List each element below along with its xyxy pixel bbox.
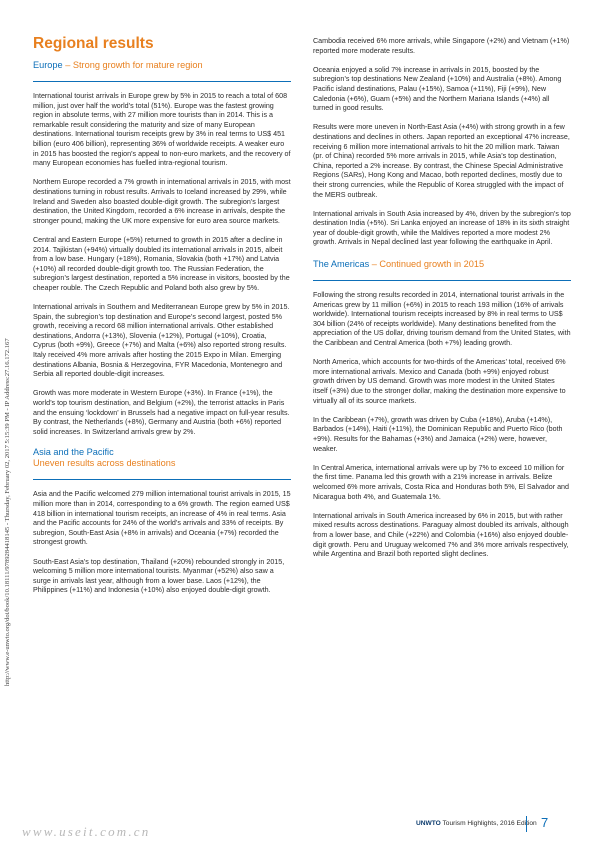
asia-rule: [33, 479, 291, 480]
asia-paragraph: Asia and the Pacific welcomed 279 million international tourist arrivals in 2015, 15 million more than in 2014, corresponding to a 6% growth. The region earned US$ 418 billion in international tourism receipts, an increase of 4% in real terms. Asia and the Pacific accounts for 24% of the world’s arrivals and 33% of receipts. By subregion, South-East Asia (+8% in arrivals) and Oceania (+7%) recorded the strongest growth.: [33, 490, 291, 547]
asia-region-label: Asia and the Pacific: [33, 447, 114, 458]
publication-title: [416, 820, 537, 827]
europe-paragraph: Central and Eastern Europe (+5%) returned to growth in 2015 after a decline in 2014. Tajikistan (+94%) virtually doubled its international arrivals in 2015, albeit from a low base. Hungary (+18%), Romania, Slovakia (both +17%) and Latvia (+10%) all recorded double-digit growth too. The Russian Federation, the subregion’s largest destination, reported a 5% increase in visitors, boosted by the cheaper rouble. The Czech Republic and Poland both also grew by 5%.: [33, 235, 290, 292]
americas-paragraph: International arrivals in South America increased by 6% in 2015, but with rather mixed results across destinations. Paraguay almost doubled its arrivals, although from a lower base, and Chile (+22%) and Colombia (+16%) also enjoyed double-digit growth. Peru and Uruguay welcomed 7% and 3% more arrivals respectively, while Argentina and Brazil both reported slight declines.: [313, 511, 569, 559]
page-number: 7: [541, 815, 549, 830]
americas-paragraph: In Central America, international arrivals were up by 7% to exceed 10 million for the first time. Panama led this growth with a 21% increase in arrivals. Belize welcomed 6% more arrivals, Costa Rica and Honduras both 5%, El Salvador and Nicaragua both 4%, and Guatemala 1%.: [313, 463, 569, 501]
asia-paragraph: Oceania enjoyed a solid 7% increase in arrivals in 2015, boosted by the subregion’s top destinations New Zealand (+10%) and Australia (+8%). Among Pacific island destinations, Palau (+15%), Samoa (+11%), Fiji (+9%), New Caledonia (+6%), Guam (+5%) and the Northern Mariana Islands (+4%) all turned in good results.: [313, 65, 562, 113]
asia-paragraph: South-East Asia’s top destination, Thailand (+20%) rebounded strongly in 2015, welcoming 5 million more international tourists. Myanmar (+52%) also saw a surge in arrivals last year, although from a lower base. Laos (+12%), the Philippines (+11%) and Indonesia (+10%) also enjoyed double-digit growth.: [33, 557, 285, 595]
page-title: Regional results: [33, 35, 154, 52]
asia-paragraph: Cambodia received 6% more arrivals, while Singapore (+2%) and Vietnam (+1%) reported more moderate results.: [313, 37, 570, 55]
footer-divider: [526, 816, 527, 832]
left-column: [33, 35, 291, 606]
asia-paragraph: International arrivals in South Asia increased by 4%, driven by the subregion’s top destination India (+5%). Sri Lanka enjoyed an increase of 18% in its sixth straight year of double-digit growth, while the Maldives reported a more modest 2% growth. Arrivals in Nepal declined last year following the earthquake in April.: [313, 209, 571, 247]
europe-region-label: Europe: [33, 60, 63, 70]
americas-region-label: The Americas: [313, 259, 370, 270]
edition-label: Tourism Highlights, 2016 Edition: [440, 820, 537, 827]
europe-subtitle: – Strong growth for mature region: [62, 60, 203, 70]
publisher-name: UNWTO: [416, 820, 441, 827]
americas-paragraph: In the Caribbean (+7%), growth was driven by Cuba (+18%), Aruba (+14%), Barbados (+14%), Haiti (+11%), the Dominican Republic and Puerto Rico (both +9%). Results for the Bahamas (+3%) and Jamaica (+2%) were, however, weaker.: [313, 415, 563, 453]
asia-subtitle: Uneven results across destinations: [33, 458, 176, 469]
americas-paragraph: North America, which accounts for two-thirds of the Americas’ total, received 6% more international arrivals. Mexico and Canada (both +9%) enjoyed robust growth driven by US demand. Growth was more modest in the United States itself (+3%) due to the stronger dollar, making the destination more expensive to virtually all of its source markets.: [313, 358, 566, 405]
right-column: [313, 37, 571, 569]
americas-heading: [313, 258, 571, 270]
americas-rule: [313, 280, 571, 281]
asia-paragraph: Results were more uneven in North-East Asia (+4%) with strong growth in a few destinations and declines in others. Japan reported an exceptional 47% increase, receiving 6 million more international arrivals to hit the 20 million mark. Taiwan (pr. of China) recorded 5% more arrivals in 2015, while Asia’s top destination, China, reported a 2% increase. By contrast, the Chinese Special Administrative Regions (SARs), Hong Kong and Macao, both reported declines, mostly due to their strong currencies, while the Republic of Korea struggled with the impact of the MERS outbreak.: [313, 123, 570, 199]
europe-paragraph: International arrivals in Southern and Mediterranean Europe grew by 5% in 2015. Spain, the subregion’s top destination and Europe’s second largest, posted 5% growth, receiving a record 68 million international arrivals. Other established destinations, Andorra (+13%), Slovenia (+12%), Portugal (+10%), Croatia, Cyprus (both +9%), Greece (+7%) and Malta (+6%) also reported strong results. Italy received 4% more arrivals after hosting the 2015 Expo in Milan. Emerging destinations Albania, Bosnia & Herzegovina, FYR Macedonia, Montenegro and Serbia all reported double-digit increases.: [33, 303, 290, 379]
download-note: http://www.e-unwto.org/doi/book/10.18111/9789284418145 - Thursday, February 02, 2017 5:15:39 PM - IP Address:27.16.172.167: [4, 338, 11, 686]
americas-subtitle: – Continued growth in 2015: [369, 259, 485, 270]
europe-heading: [33, 59, 291, 71]
site-watermark: www.useit.com.cn: [22, 824, 151, 839]
europe-rule: [33, 81, 291, 82]
europe-paragraph: International tourist arrivals in Europe grew by 5% in 2015 to reach a total of 608 million, just over half the world’s total (51%). Europe was the fastest growing region in absolute terms, with 27 million more tourists than in 2014. This is a remarkable result considering the maturity and size of many European destinations. International tourism receipts grew by 3% in real terms to US$ 451 billion (euro 406 billion), representing 36% of worldwide receipts. A weaker euro in 2015 has boosted the region’s appeal to non-euro markets, and the recovery of many European economies has fuelled intra-regional tourism.: [33, 92, 291, 168]
europe-paragraph: Northern Europe recorded a 7% growth in international arrivals in 2015, with most destinations turning in robust results. Arrivals to Iceland increased by 29%, while Ireland and Sweden also boasted double-digit growth. The subregion’s largest destination, the United Kingdom, recorded a 6% increase in arrivals, despite the stronger pound, making the UK more expensive for euro area source markets.: [33, 178, 291, 225]
americas-paragraph: Following the strong results recorded in 2014, international tourist arrivals in the Americas grew by 11 million (+6%) in 2015 to reach 193 million (16% of arrivals worldwide). International tourism receipts increased by 8% in real terms to US$ 304 billion (24% of receipts worldwide). Many destinations benefited from the appreciation of the US dollar, driving tourism demand from the United States, with the Caribbean and Central America (both +7%) leading growth.: [313, 291, 571, 348]
page-footer: [0, 808, 600, 848]
asia-heading: [33, 447, 291, 469]
europe-paragraph: Growth was more moderate in Western Europe (+3%). In France (+1%), the world’s top tourism destination, and Belgium (+2%), the terrorist attacks in Paris and the ensuing ‘lockdown’ in Brussels had a negative impact on full-year results. By contrast, the Netherlands (+8%), Germany and Austria (both +6%) reported solid increases. In Switzerland arrivals grew by 2%.: [33, 389, 290, 436]
